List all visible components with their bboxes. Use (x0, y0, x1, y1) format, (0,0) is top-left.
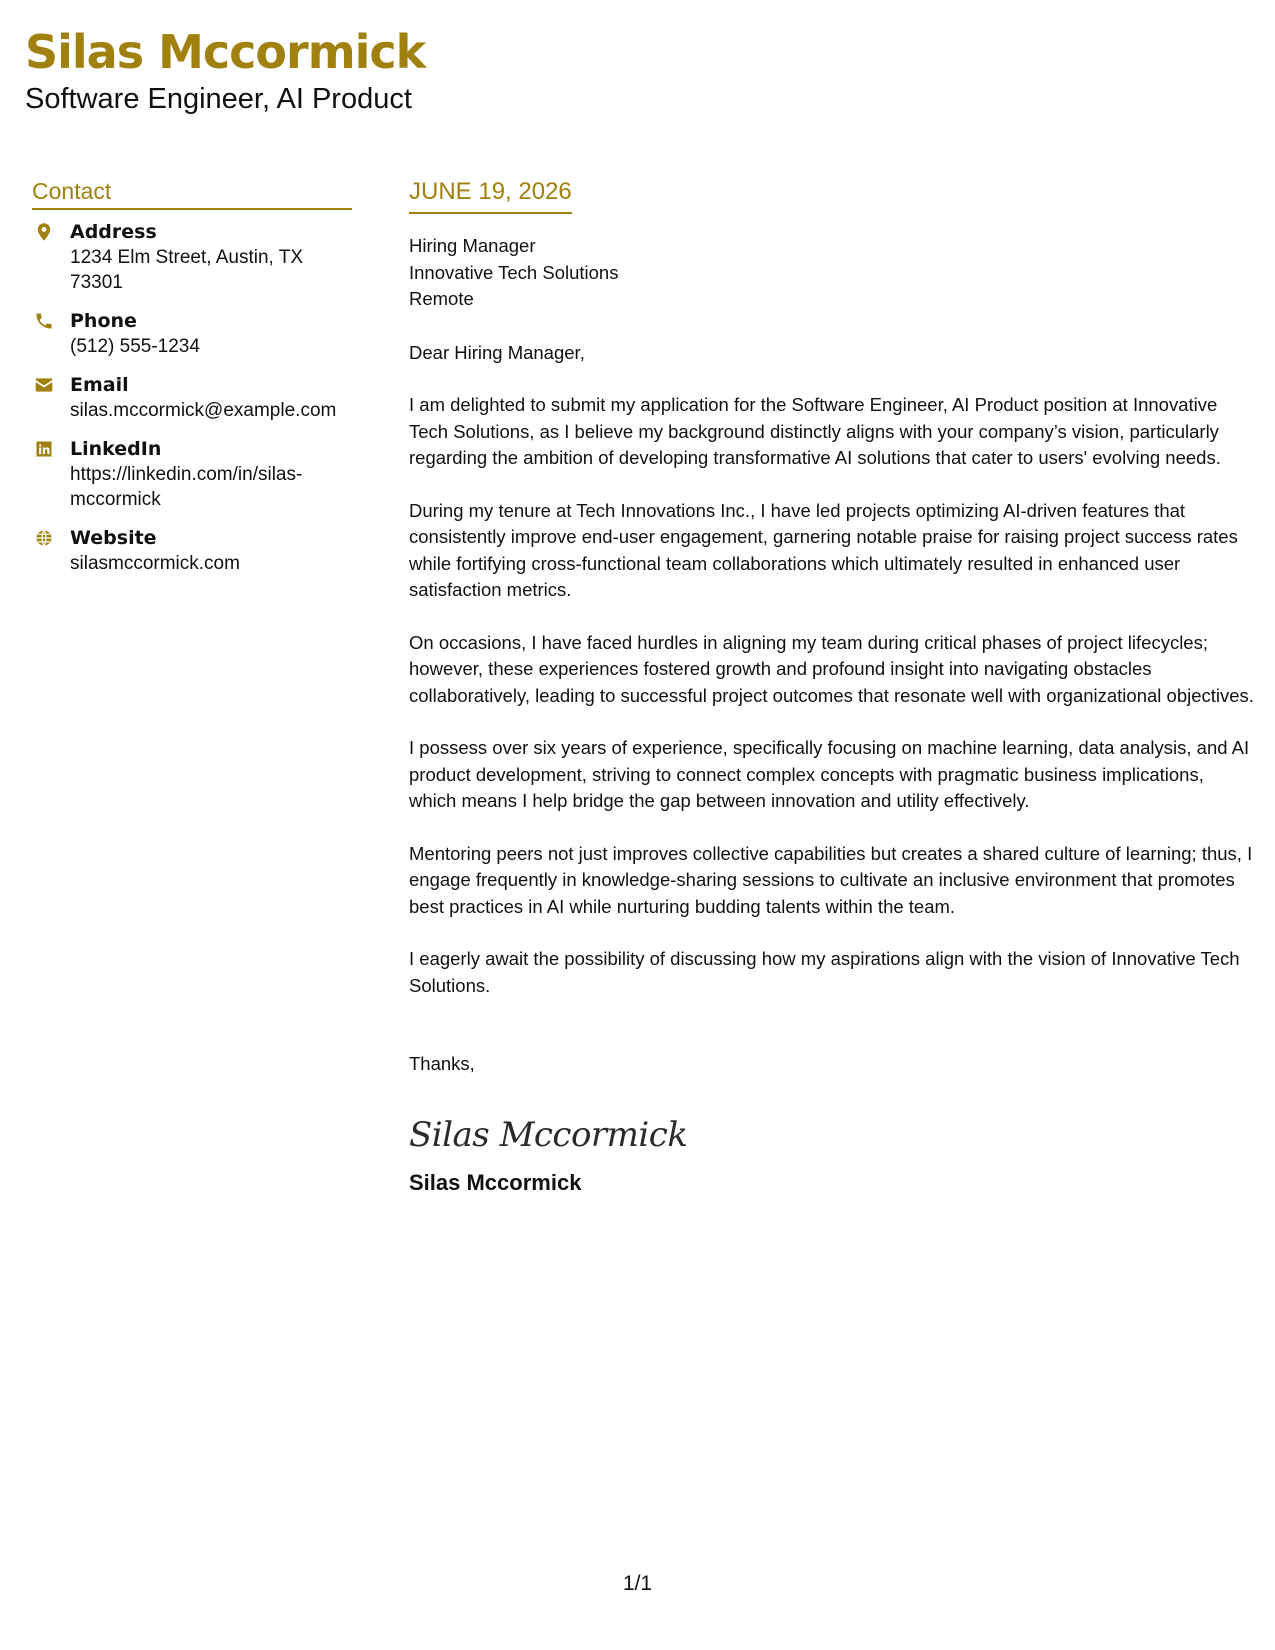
contact-sidebar (32, 176, 352, 590)
phone-value: (512) 555-1234 (70, 336, 200, 357)
contact-label: Website (70, 527, 157, 549)
contact-heading: Contact (32, 176, 352, 210)
contact-label: LinkedIn (70, 438, 162, 460)
body-paragraph: On occasions, I have faced hurdles in aligning my team during critical phases of project lifecycles; however, these experiences fostered growth and profound insight into navigating obstacles collaboratively, leading to successful project outcomes that resonate well with organizational objectives. (409, 631, 1254, 706)
linkedin-icon (34, 439, 54, 459)
phone-icon (34, 311, 54, 331)
body-paragraph: I possess over six years of experience, specifically focusing on machine learning, data analysis, and AI product development, striving to connect complex concepts with pragmatic business implications, which means I help bridge the gap between innovation and utility effectively. (409, 737, 1250, 811)
letter-body (409, 176, 1254, 1198)
contact-website (32, 526, 352, 576)
job-title: Software Engineer, AI Product (25, 83, 412, 115)
contact-email (32, 373, 352, 423)
closing: Thanks, (409, 1053, 475, 1074)
body-paragraph: I eagerly await the possibility of discussing how my aspirations align with the vision of Innovative Tech Solutions. (409, 948, 1240, 996)
contact-linkedin (32, 437, 352, 512)
page-number: 1/1 (622, 1572, 653, 1595)
contact-label: Email (70, 374, 129, 396)
body-paragraph: Mentoring peers not just improves collective capabilities but creates a shared culture of learning; thus, I engage frequently in knowledge-sharing sessions to cultivate an inclusive environment that promotes best practices in AI while nurturing budding talents within the team. (409, 842, 1253, 917)
address-value: 1234 Elm Street, Austin, TX 73301 (70, 247, 304, 293)
website-value[interactable]: silasmccormick.com (70, 553, 240, 574)
signatory-name: Silas Mccormick (409, 1169, 582, 1195)
recipient-location: Remote (409, 288, 474, 309)
globe-icon (34, 528, 54, 548)
envelope-icon (34, 375, 54, 395)
recipient-name: Hiring Manager (409, 235, 536, 256)
recipient-company: Innovative Tech Solutions (409, 261, 619, 283)
email-value[interactable]: silas.mccormick@example.com (70, 400, 337, 421)
letter-date: JUNE 19, 2026 (409, 176, 572, 214)
body-paragraph: During my tenure at Tech Innovations Inc., I have led projects optimizing AI-driven features that consistently improve end-user engagement, garnering notable praise for raising project success rates while fortifying cross-functional team collaborations which ultimately resulted in enhanced user satisfaction metrics. (409, 499, 1238, 600)
contact-list (32, 220, 352, 576)
header (25, 22, 425, 116)
recipient-block (409, 233, 1254, 313)
contact-label: Phone (70, 310, 137, 332)
contact-label: Address (70, 221, 157, 243)
contact-phone (32, 309, 352, 359)
contact-address (32, 220, 352, 295)
signature-image (409, 1108, 709, 1158)
candidate-name: Silas Mccormick (25, 25, 426, 79)
svg-text:Silas Mccormick: Silas Mccormick (409, 1114, 688, 1155)
map-pin-icon (34, 222, 54, 242)
salutation: Dear Hiring Manager, (409, 341, 585, 363)
body-paragraph: I am delighted to submit my application for the Software Engineer, AI Product position at Innovative Tech Solutions, as I believe my background distinctly aligns with your company’s vision, particularly regarding the ambition of developing transformative AI solutions that cater to users' evolving needs. (409, 394, 1221, 468)
linkedin-value[interactable]: https://linkedin.com/in/silas-mccormick (70, 464, 303, 510)
